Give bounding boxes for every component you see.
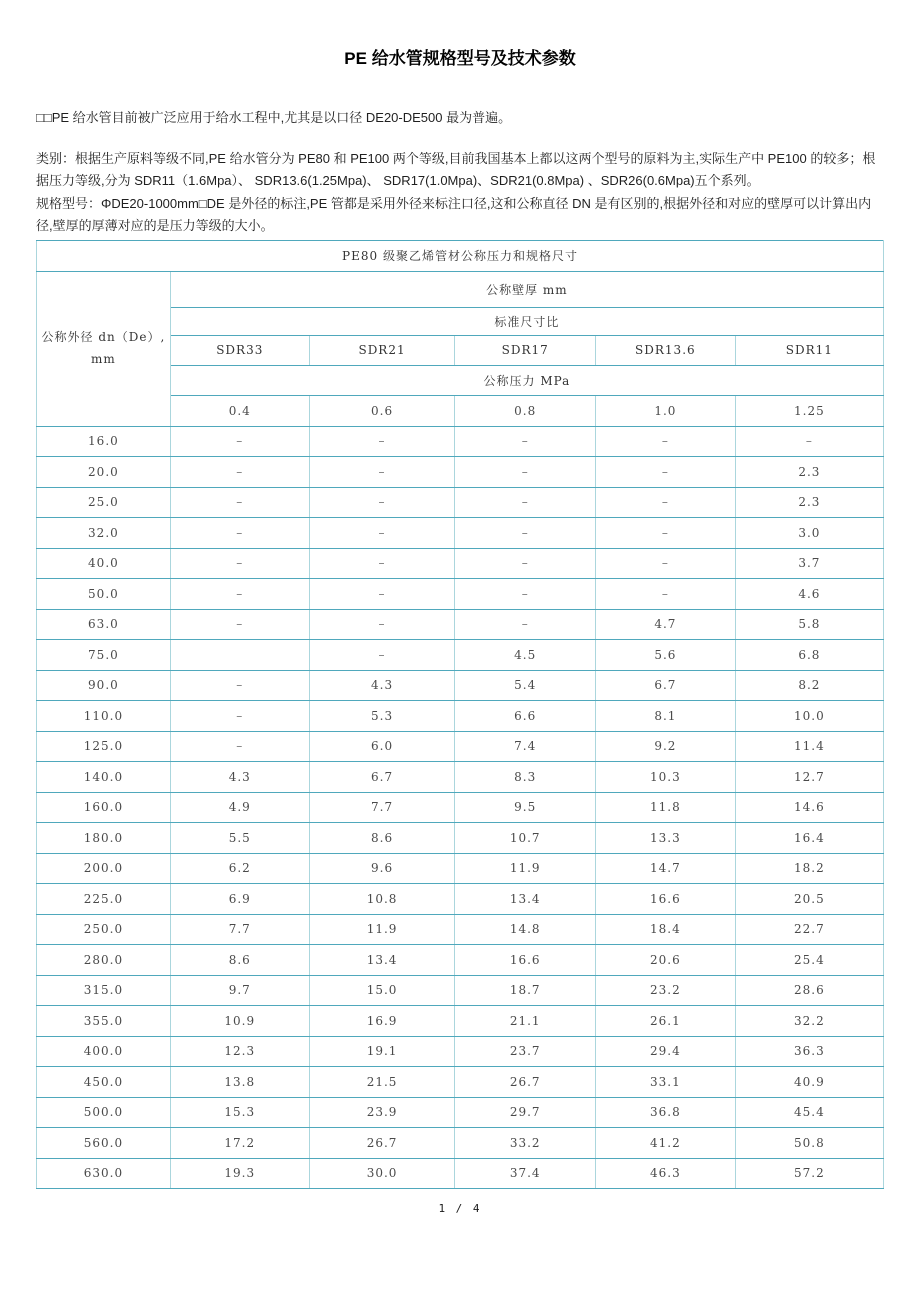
- wall-thickness-value-cell: 20.6: [595, 945, 735, 976]
- dn-cell: 500.0: [37, 1097, 171, 1128]
- table-row: [37, 1006, 884, 1037]
- table-row: [37, 670, 884, 701]
- wall-thickness-value-cell: 33.2: [455, 1128, 596, 1159]
- table-row: [37, 823, 884, 854]
- wall-thickness-value-cell: 5.5: [170, 823, 309, 854]
- table-row: [37, 579, 884, 610]
- wall-thickness-value-cell: 7.7: [170, 914, 309, 945]
- sdr-column-header: SDR21: [309, 335, 455, 365]
- wall-thickness-value-cell: –: [170, 609, 309, 640]
- intro-paragraph-3: 规格型号：ΦDE20-1000mm□DE 是外径的标注,PE 管都是采用外径来标注口径,这和公称直径 DN 是有区别的,根据外径和对应的壁厚可以计算出内径,壁厚的厚薄对应的是压力等级的大小。: [36, 195, 872, 234]
- wall-thickness-value-cell: –: [595, 426, 735, 457]
- table-row: [37, 975, 884, 1006]
- wall-thickness-value-cell: 18.2: [735, 853, 883, 884]
- wall-thickness-label: 公称壁厚 mm: [170, 271, 883, 307]
- wall-thickness-value-cell: –: [455, 518, 596, 549]
- dn-cell: 160.0: [37, 792, 171, 823]
- wall-thickness-value-cell: –: [595, 457, 735, 488]
- wall-thickness-value-cell: 26.7: [309, 1128, 455, 1159]
- wall-thickness-value-cell: 8.3: [455, 762, 596, 793]
- wall-thickness-value-cell: 9.7: [170, 975, 309, 1006]
- table-row: [37, 457, 884, 488]
- wall-thickness-value-cell: 10.3: [595, 762, 735, 793]
- wall-thickness-value-cell: 36.3: [735, 1036, 883, 1067]
- wall-thickness-value-cell: –: [309, 579, 455, 610]
- wall-thickness-value-cell: 5.4: [455, 670, 596, 701]
- wall-thickness-value-cell: –: [170, 579, 309, 610]
- dn-cell: 50.0: [37, 579, 171, 610]
- wall-thickness-value-cell: 33.1: [595, 1067, 735, 1098]
- dn-cell: 630.0: [37, 1158, 171, 1189]
- wall-thickness-value-cell: 4.9: [170, 792, 309, 823]
- wall-thickness-value-cell: 11.9: [309, 914, 455, 945]
- wall-thickness-value-cell: –: [455, 426, 596, 457]
- table-row: [37, 945, 884, 976]
- wall-thickness-value-cell: 30.0: [309, 1158, 455, 1189]
- wall-thickness-value-cell: –: [455, 457, 596, 488]
- table-row: [37, 731, 884, 762]
- table-row: [37, 853, 884, 884]
- wall-thickness-value-cell: –: [735, 426, 883, 457]
- table-row: [37, 762, 884, 793]
- table-row: [37, 914, 884, 945]
- table-data-body: [37, 426, 884, 1189]
- wall-thickness-value-cell: 25.4: [735, 945, 883, 976]
- wall-thickness-value-cell: 4.5: [455, 640, 596, 671]
- wall-thickness-value-cell: 28.6: [735, 975, 883, 1006]
- wall-thickness-value-cell: 9.5: [455, 792, 596, 823]
- wall-thickness-value-cell: 37.4: [455, 1158, 596, 1189]
- pressure-value-cell: 0.6: [309, 395, 455, 426]
- dn-cell: 63.0: [37, 609, 171, 640]
- intro-paragraph-1: □□PE 给水管目前被广泛应用于给水工程中,尤其是以口径 DE20-DE500 最为普遍。: [36, 110, 512, 125]
- wall-thickness-value-cell: 41.2: [595, 1128, 735, 1159]
- wall-thickness-value-cell: –: [170, 701, 309, 732]
- pressure-value-cell: 1.0: [595, 395, 735, 426]
- wall-thickness-value-cell: 45.4: [735, 1097, 883, 1128]
- wall-thickness-value-cell: 15.0: [309, 975, 455, 1006]
- dn-cell: 560.0: [37, 1128, 171, 1159]
- dn-cell: 110.0: [37, 701, 171, 732]
- wall-thickness-value-cell: –: [170, 426, 309, 457]
- wall-thickness-value-cell: 15.3: [170, 1097, 309, 1128]
- sdr-column-header: SDR13.6: [595, 335, 735, 365]
- dn-cell: 32.0: [37, 518, 171, 549]
- wall-thickness-value-cell: –: [170, 518, 309, 549]
- intro-paragraph-block: [36, 148, 884, 238]
- wall-thickness-value-cell: 12.3: [170, 1036, 309, 1067]
- table-row: [37, 1036, 884, 1067]
- dn-cell: 280.0: [37, 945, 171, 976]
- wall-thickness-value-cell: 22.7: [735, 914, 883, 945]
- wall-thickness-value-cell: 57.2: [735, 1158, 883, 1189]
- dn-cell: 40.0: [37, 548, 171, 579]
- wall-thickness-value-cell: 26.1: [595, 1006, 735, 1037]
- wall-thickness-value-cell: 11.8: [595, 792, 735, 823]
- wall-thickness-value-cell: 19.1: [309, 1036, 455, 1067]
- table-title: PE80 级聚乙烯管材公称压力和规格尺寸: [37, 240, 884, 271]
- wall-thickness-value-cell: –: [170, 548, 309, 579]
- wall-thickness-value-cell: 6.6: [455, 701, 596, 732]
- wall-thickness-value-cell: 6.7: [309, 762, 455, 793]
- wall-thickness-value-cell: 19.3: [170, 1158, 309, 1189]
- table-row: [37, 1067, 884, 1098]
- dn-cell: 90.0: [37, 670, 171, 701]
- wall-thickness-value-cell: –: [309, 609, 455, 640]
- wall-thickness-value-cell: 16.6: [455, 945, 596, 976]
- table-row: [37, 548, 884, 579]
- sdr-ratio-label: 标准尺寸比: [170, 307, 883, 335]
- wall-thickness-value-cell: 21.1: [455, 1006, 596, 1037]
- dn-cell: 180.0: [37, 823, 171, 854]
- wall-thickness-value-cell: 12.7: [735, 762, 883, 793]
- wall-thickness-value-cell: 7.4: [455, 731, 596, 762]
- wall-thickness-value-cell: –: [455, 487, 596, 518]
- intro-paragraph-2: 类别：根据生产原料等级不同,PE 给水管分为 PE80 和 PE100 两个等级,目前我国基本上都以这两个型号的原料为主,实际生产中 PE100 的较多；根据压力等级,分为 SDR11（1.6Mpa）、 SDR13.6(1.25Mpa)、 SDR17(1.0Mpa)、SDR21(0.8Mpa) 、SDR26(0.6Mpa)五个系列。: [36, 151, 876, 189]
- dn-cell: 140.0: [37, 762, 171, 793]
- wall-thickness-value-cell: 9.2: [595, 731, 735, 762]
- sdr-column-header: SDR17: [455, 335, 596, 365]
- wall-thickness-value-cell: –: [170, 731, 309, 762]
- pressure-value-cell: 0.8: [455, 395, 596, 426]
- wall-thickness-value-cell: 29.4: [595, 1036, 735, 1067]
- wall-thickness-value-cell: –: [170, 670, 309, 701]
- wall-thickness-value-cell: –: [170, 457, 309, 488]
- wall-thickness-value-cell: 14.6: [735, 792, 883, 823]
- table-row: [37, 1158, 884, 1189]
- wall-thickness-value-cell: 50.8: [735, 1128, 883, 1159]
- table-row: [37, 1097, 884, 1128]
- wall-thickness-value-cell: 13.4: [455, 884, 596, 915]
- page-number: 1 / 4: [438, 1202, 482, 1216]
- dn-cell: 75.0: [37, 640, 171, 671]
- wall-thickness-value-cell: 6.2: [170, 853, 309, 884]
- wall-thickness-value-cell: [170, 640, 309, 671]
- wall-thickness-value-cell: 36.8: [595, 1097, 735, 1128]
- wall-thickness-value-cell: 2.3: [735, 457, 883, 488]
- table-row: [37, 640, 884, 671]
- wall-thickness-value-cell: 5.3: [309, 701, 455, 732]
- wall-thickness-value-cell: 6.0: [309, 731, 455, 762]
- wall-thickness-value-cell: 5.6: [595, 640, 735, 671]
- dn-header-line1: 公称外径 dn（De）,: [41, 330, 166, 345]
- dn-cell: 250.0: [37, 914, 171, 945]
- wall-thickness-value-cell: 18.4: [595, 914, 735, 945]
- wall-thickness-value-cell: 7.7: [309, 792, 455, 823]
- wall-thickness-value-cell: 21.5: [309, 1067, 455, 1098]
- wall-thickness-value-cell: –: [309, 426, 455, 457]
- wall-thickness-value-cell: 10.7: [455, 823, 596, 854]
- wall-thickness-value-cell: 6.8: [735, 640, 883, 671]
- wall-thickness-value-cell: 10.8: [309, 884, 455, 915]
- wall-thickness-value-cell: 2.3: [735, 487, 883, 518]
- dn-cell: 125.0: [37, 731, 171, 762]
- table-title-row: [37, 240, 884, 271]
- wall-thickness-value-cell: –: [309, 640, 455, 671]
- wall-thickness-value-cell: 3.0: [735, 518, 883, 549]
- wall-thickness-value-cell: 16.4: [735, 823, 883, 854]
- wall-thickness-value-cell: 23.2: [595, 975, 735, 1006]
- dn-cell: 16.0: [37, 426, 171, 457]
- wall-thickness-value-cell: 3.7: [735, 548, 883, 579]
- wall-thickness-value-cell: 4.7: [595, 609, 735, 640]
- wall-thickness-value-cell: 11.9: [455, 853, 596, 884]
- wall-thickness-value-cell: 10.0: [735, 701, 883, 732]
- wall-thickness-value-cell: 40.9: [735, 1067, 883, 1098]
- page-title: PE 给水管规格型号及技术参数: [344, 49, 576, 68]
- dn-cell: 25.0: [37, 487, 171, 518]
- wall-thickness-value-cell: 4.3: [170, 762, 309, 793]
- wall-thickness-value-cell: –: [309, 457, 455, 488]
- wall-thickness-value-cell: 32.2: [735, 1006, 883, 1037]
- wall-thickness-value-cell: 6.9: [170, 884, 309, 915]
- wall-thickness-value-cell: 18.7: [455, 975, 596, 1006]
- wall-thickness-value-cell: –: [455, 609, 596, 640]
- dn-cell: 225.0: [37, 884, 171, 915]
- table-row: [37, 518, 884, 549]
- table-row: [37, 884, 884, 915]
- table-row: [37, 1128, 884, 1159]
- dn-cell: 450.0: [37, 1067, 171, 1098]
- wall-thickness-value-cell: –: [309, 487, 455, 518]
- wall-thickness-value-cell: 9.6: [309, 853, 455, 884]
- wall-thickness-value-cell: –: [455, 579, 596, 610]
- wall-thickness-value-cell: 4.3: [309, 670, 455, 701]
- wall-thickness-value-cell: –: [595, 487, 735, 518]
- wall-thickness-value-cell: –: [170, 487, 309, 518]
- wall-thickness-value-cell: 23.7: [455, 1036, 596, 1067]
- wall-thickness-value-cell: 13.3: [595, 823, 735, 854]
- wall-thickness-value-cell: 14.8: [455, 914, 596, 945]
- pressure-label: 公称压力 MPa: [170, 365, 883, 395]
- wall-thickness-value-cell: –: [309, 518, 455, 549]
- wall-thickness-value-cell: 26.7: [455, 1067, 596, 1098]
- wall-thickness-value-cell: –: [595, 518, 735, 549]
- dn-cell: 355.0: [37, 1006, 171, 1037]
- dn-cell: 20.0: [37, 457, 171, 488]
- wall-thickness-value-cell: 4.6: [735, 579, 883, 610]
- pressure-value-cell: 0.4: [170, 395, 309, 426]
- table-row: [37, 609, 884, 640]
- table-row: [37, 792, 884, 823]
- wall-thickness-value-cell: 5.8: [735, 609, 883, 640]
- table-row: [37, 487, 884, 518]
- wall-thickness-value-cell: 8.6: [170, 945, 309, 976]
- wall-thickness-value-cell: 8.1: [595, 701, 735, 732]
- table-row: [37, 426, 884, 457]
- wall-thickness-value-cell: 20.5: [735, 884, 883, 915]
- wall-thickness-value-cell: 17.2: [170, 1128, 309, 1159]
- wall-thickness-value-cell: 16.9: [309, 1006, 455, 1037]
- wall-thickness-value-cell: 6.7: [595, 670, 735, 701]
- sdr-column-header: SDR11: [735, 335, 883, 365]
- wall-thickness-value-cell: 11.4: [735, 731, 883, 762]
- wall-thickness-value-cell: 29.7: [455, 1097, 596, 1128]
- sdr-column-header: SDR33: [170, 335, 309, 365]
- wall-thickness-value-cell: 14.7: [595, 853, 735, 884]
- dn-cell: 200.0: [37, 853, 171, 884]
- wall-thickness-value-cell: 23.9: [309, 1097, 455, 1128]
- wall-thickness-value-cell: 8.6: [309, 823, 455, 854]
- dn-header-line2: mm: [91, 351, 116, 366]
- wall-thickness-value-cell: –: [455, 548, 596, 579]
- wall-thickness-header-row: [37, 271, 884, 307]
- dn-cell: 400.0: [37, 1036, 171, 1067]
- dn-header-cell: [37, 271, 171, 426]
- wall-thickness-value-cell: 13.8: [170, 1067, 309, 1098]
- wall-thickness-value-cell: –: [309, 548, 455, 579]
- wall-thickness-value-cell: 16.6: [595, 884, 735, 915]
- wall-thickness-value-cell: –: [595, 548, 735, 579]
- dn-cell: 315.0: [37, 975, 171, 1006]
- wall-thickness-value-cell: 46.3: [595, 1158, 735, 1189]
- pressure-value-cell: 1.25: [735, 395, 883, 426]
- table-row: [37, 701, 884, 732]
- wall-thickness-value-cell: 10.9: [170, 1006, 309, 1037]
- wall-thickness-value-cell: 8.2: [735, 670, 883, 701]
- pe80-spec-table: [36, 240, 884, 1190]
- wall-thickness-value-cell: 13.4: [309, 945, 455, 976]
- wall-thickness-value-cell: –: [595, 579, 735, 610]
